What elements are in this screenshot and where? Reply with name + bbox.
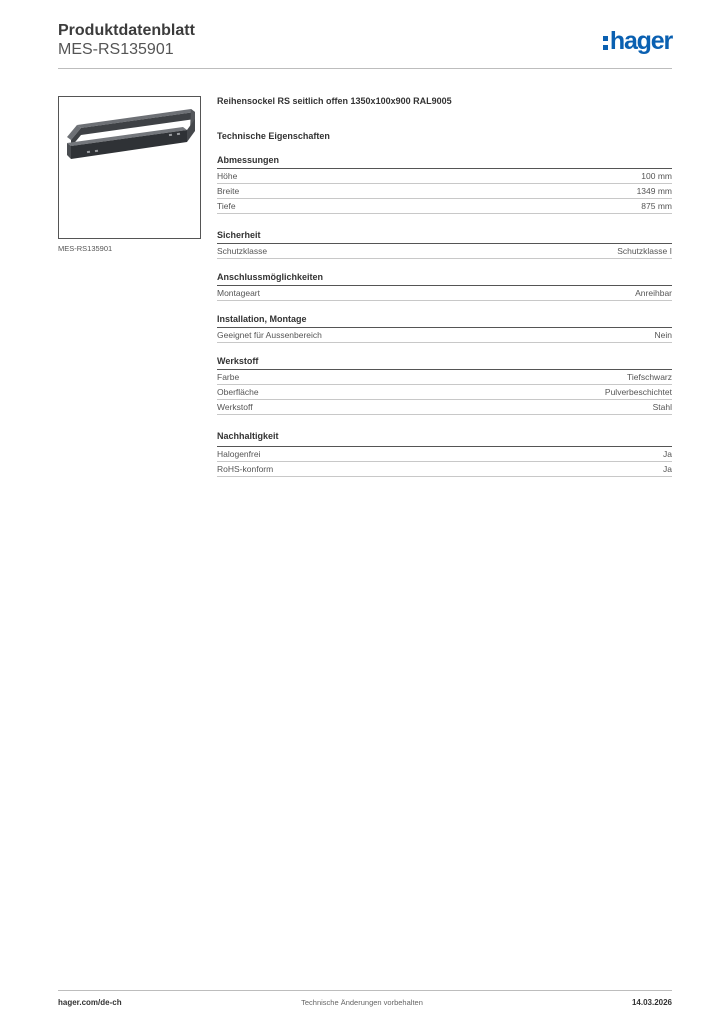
- document-article-number: MES-RS135901: [58, 41, 174, 58]
- spec-label: RoHS-konform: [217, 464, 274, 474]
- spec-row: [217, 244, 672, 259]
- section-title: Anschlussmöglichkeiten: [217, 272, 672, 286]
- spec-row: [217, 400, 672, 415]
- section-material: [217, 356, 672, 415]
- spec-label: Breite: [217, 186, 240, 196]
- spec-value: 875 mm: [641, 201, 672, 211]
- image-caption: MES-RS135901: [58, 244, 113, 253]
- spec-value: Ja: [663, 464, 672, 474]
- spec-row: [217, 462, 672, 477]
- spec-label: Höhe: [217, 171, 238, 181]
- spec-label: Geeignet für Aussenbereich: [217, 330, 322, 340]
- spec-label: Werkstoff: [217, 402, 253, 412]
- spec-label: Halogenfrei: [217, 449, 261, 459]
- spec-row: [217, 184, 672, 199]
- spec-value: Anreihbar: [635, 288, 672, 298]
- spec-value: 1349 mm: [636, 186, 672, 196]
- spec-label: Tiefe: [217, 201, 236, 211]
- spec-label: Schutzklasse: [217, 246, 268, 256]
- specifications: [217, 95, 672, 477]
- section-dimensions: [217, 155, 672, 214]
- section-safety: [217, 230, 672, 259]
- technical-properties-heading: Technische Eigenschaften: [217, 131, 330, 141]
- product-name: Reihensockel RS seitlich offen 1350x100x900 RAL9005: [217, 96, 452, 106]
- spec-value: Nein: [654, 330, 672, 340]
- spec-value: Stahl: [652, 402, 672, 412]
- hager-logo: [603, 28, 672, 54]
- spec-value: Tiefschwarz: [626, 372, 672, 382]
- spec-row: [217, 370, 672, 385]
- page-header: [58, 22, 672, 68]
- section-title: Installation, Montage: [217, 314, 672, 328]
- footer-note: Technische Änderungen vorbehalten: [301, 998, 423, 1007]
- section-title: Nachhaltigkeit: [217, 431, 672, 447]
- spec-value: Schutzklasse I: [617, 246, 672, 256]
- section-connection-options: [217, 272, 672, 301]
- footer-website: hager.com/de-ch: [58, 998, 122, 1007]
- section-title: Sicherheit: [217, 230, 672, 244]
- section-title: Werkstoff: [217, 356, 672, 370]
- spec-label: Oberfläche: [217, 387, 259, 397]
- document-title: Produktdatenblatt: [58, 22, 195, 39]
- spec-row: [217, 447, 672, 462]
- logo-colon-icon: [603, 36, 608, 50]
- footer-divider: [58, 990, 672, 991]
- spec-value: Pulverbeschichtet: [604, 387, 672, 397]
- section-sustainability: [217, 431, 672, 477]
- footer-date: 14.03.2026: [631, 998, 672, 1007]
- spec-value: 100 mm: [641, 171, 672, 181]
- spec-value: Ja: [663, 449, 672, 459]
- logo-wordmark: hager: [609, 27, 672, 55]
- section-title: Abmessungen: [217, 155, 672, 169]
- spec-row: [217, 328, 672, 343]
- plinth-frame-icon: [59, 97, 200, 238]
- spec-label: Montageart: [217, 288, 260, 298]
- section-installation: [217, 314, 672, 343]
- product-image: [58, 96, 201, 239]
- spec-row: [217, 286, 672, 301]
- header-divider: [58, 68, 672, 69]
- spec-row: [217, 385, 672, 400]
- spec-row: [217, 199, 672, 214]
- spec-label: Farbe: [217, 372, 240, 382]
- spec-row: [217, 169, 672, 184]
